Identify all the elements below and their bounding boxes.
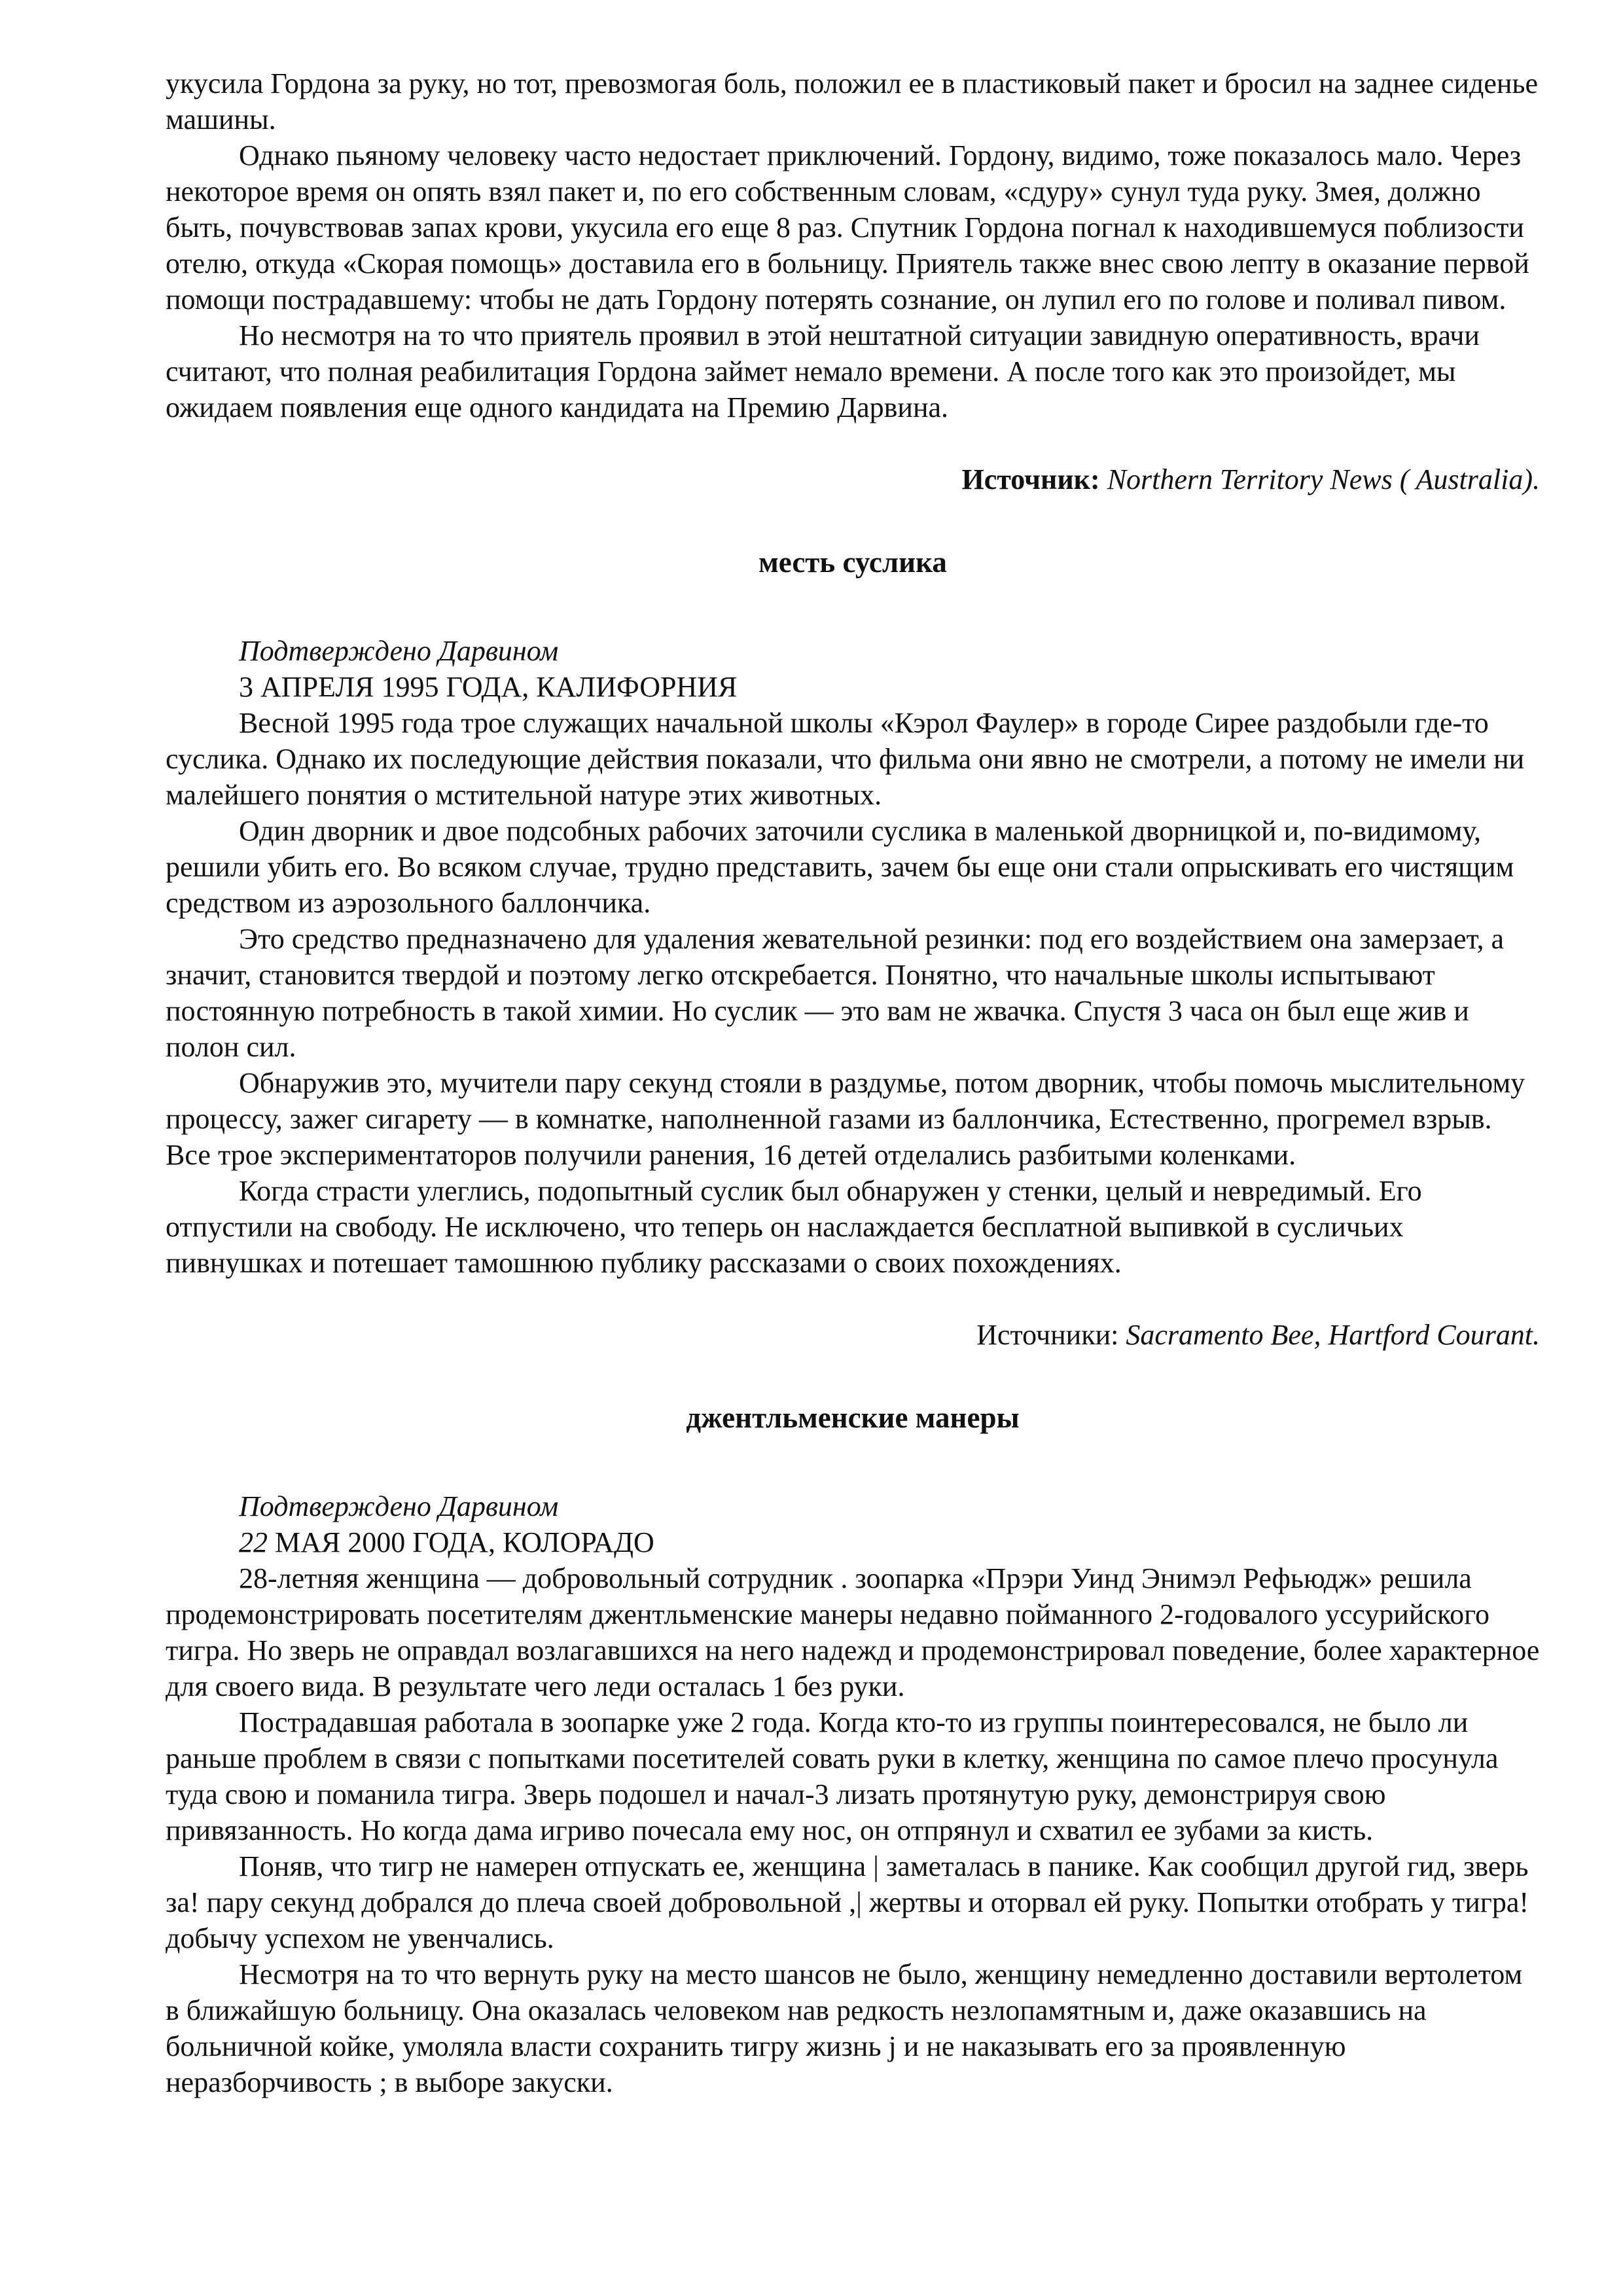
section1-source-label: Источники: — [976, 1319, 1119, 1351]
intro-paragraph-1: укусила Гордона за руку, но тот, превозмогая боль, положил ее в пластиковый пакет и бросил на заднее сиденье машины. — [166, 67, 1539, 135]
intro-source-label: Источник: — [961, 463, 1100, 495]
intro-source — [166, 461, 1540, 497]
section2-paragraph-3: Поняв, что тигр не намерен отпускать ее, женщина | заметалась в панике. Как сообщил другой гид, зверь за! пару секунд добрался до плеча своей добровольной ,| жертвы и оторвал ей руку. Попытки отобрать у тигра! добычу успехом не увенчались. — [166, 1850, 1529, 1954]
section2-date — [166, 1524, 1540, 1560]
section2-title: джентльменские манеры — [686, 1401, 1020, 1434]
section1-confirmed: Подтверждено Дарвином — [239, 635, 559, 667]
section2-paragraph-2: Пострадавшая работала в зоопарке уже 2 года. Когда кто-то из группы поинтересовался, не было ли раньше проблем в связи с попытками посетителей совать руки в клетку, женщина по самое плечо просунула туда свою и поманила тигра. Зверь подошел и начал-3 лизать протянутую руку, демонстрируя свою привязанность. Но когда дама игриво почесала ему нос, он отпрянул и схватил ее зубами за кисть. — [166, 1706, 1499, 1846]
intro-paragraph-3: Но несмотря на то что приятель проявил в этой нештатной ситуации завидную оперативность, врачи считают, что полная реабилитация Гордона займет немало времени. А после того как это произойдет, мы ожидаем появления еще одного кандидата на Премию Дарвина. — [166, 319, 1480, 423]
section1-paragraph-1: Весной 1995 года трое служащих начальной школы «Кэрол Фаулер» в городе Сирее раздобыли где-то суслика. Однако их последующие действия показали, что фильма они явно не смотрели, а потому не имели ни малейшего понятия о мстительной натуре этих животных. — [166, 707, 1525, 811]
document-page — [166, 65, 1540, 2100]
intro-source-text: Northern Territory News ( Australia). — [1107, 463, 1540, 495]
section2-paragraph-4: Несмотря на то что вернуть руку на место шансов не было, женщину немедленно доставили вертолетом в ближайшую больницу. Она оказалась человеком нав редкость незлопамятным и, даже оказавшись на больничной койке, умоляла власти сохранить тигру жизнь j и не наказывать его за проявленную неразборчивость ; в выборе закуски. — [166, 1958, 1523, 2098]
section2-date-day: 22 — [239, 1526, 268, 1558]
section2-paragraph-1: 28-летняя женщина — добровольный сотрудник . зоопарка «Прэри Уинд Энимэл Рефьюдж» решила продемонстрировать посетителям джентльменские манеры недавно пойманного 2-годовалого уссурийского тигра. Но зверь не оправдал возлагавшихся на него надежд и продемонстрировал поведение, более характерное для своего вида. В результате чего леди осталась 1 без руки. — [166, 1562, 1540, 1702]
section2-date-rest: МАЯ 2000 ГОДА, КОЛОРАДО — [268, 1526, 654, 1558]
section1-source — [166, 1317, 1540, 1353]
intro-paragraph-2: Однако пьяному человеку часто недостает приключений. Гордону, видимо, тоже показалось мало. Через некоторое время он опять взял пакет и, по его собственным словам, «сдуру» сунул туда руку. Змея, должно быть, почувствовав запах крови, укусила его еще 8 раз. Спутник Гордона погнал к находившемуся поблизости отелю, откуда «Скорая помощь» доставила его в больницу. Приятель также внес свою лепту в оказание первой помощи пострадавшему: чтобы не дать Гордону потерять сознание, он лупил его по голове и поливал пивом. — [166, 139, 1529, 315]
section2-confirmed: Подтверждено Дарвином — [239, 1490, 559, 1522]
section1-paragraph-4: Обнаружив это, мучители пару секунд стояли в раздумье, потом дворник, чтобы помочь мыслительному процессу, зажег сигарету — в комнатке, наполненной газами из баллончика, Естественно, прогремел взрыв. Все трое экспериментаторов получили ранения, 16 детей отделались разбитыми коленками. — [166, 1067, 1525, 1171]
section1-source-text: Sacramento Bee, Hartford Courant. — [1126, 1319, 1540, 1351]
section1-title: месть суслика — [758, 546, 947, 579]
section1-date: 3 АПРЕЛЯ 1995 ГОДА, КАЛИФОРНИЯ — [239, 671, 738, 703]
section1-paragraph-3: Это средство предназначено для удаления жевательной резинки: под его воздействием она замерзает, а значит, становится твердой и поэтому легко отскребается. Понятно, что начальные школы испытывают постоянную потребность в такой химии. Но суслик — это вам не жвачка. Спустя 3 часа он был еще жив и полон сил. — [166, 923, 1504, 1063]
section1-paragraph-2: Один дворник и двое подсобных рабочих заточили суслика в маленькой дворницкой и, по-видимому, решили убить его. Во всяком случае, трудно представить, зачем бы еще они стали опрыскивать его чистящим средством из аэрозольного баллончика. — [166, 815, 1514, 919]
section1-paragraph-5: Когда страсти улеглись, подопытный суслик был обнаружен у стенки, целый и невредимый. Его отпустили на свободу. Не исключено, что теперь он наслаждается бесплатной выпивкой в сусличьих пивнушках и потешает тамошнюю публику рассказами о своих похождениях. — [166, 1175, 1422, 1279]
